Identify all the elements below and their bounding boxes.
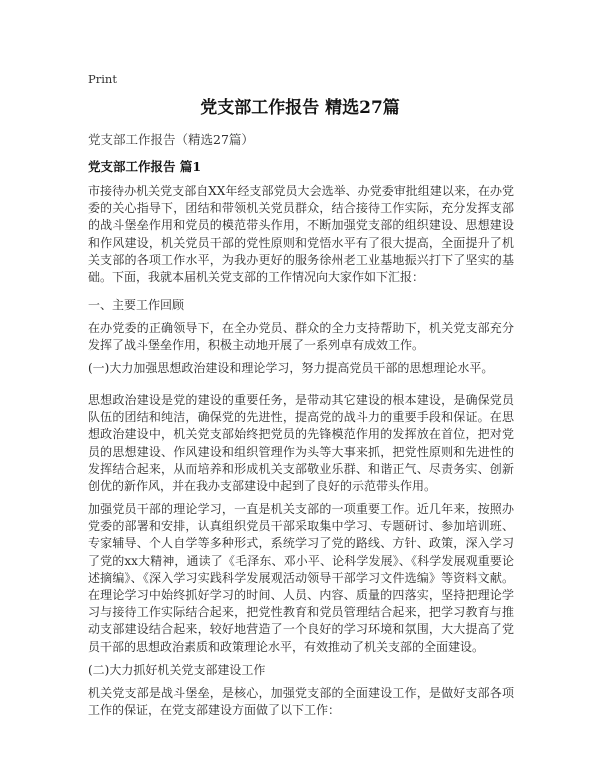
page-title: 党支部工作报告 精选27篇: [200, 98, 400, 118]
paragraph-political-building: 思想政治建设是党的建设的重要任务，是带动其它建设的根本建设，是确保党员队伍的团结和纯洁，确保党的先进性，提高党的战斗力的重要手段和保证。在思想政治建设中，机关党支部始终把党员的先锋模范作用的发挥放在首位，把对党员的思想建设、作风建设和组织管理作为头等大事来抓，把党性原则和先进性的发挥结合起来，从而培养和形成机关支部敬业乐群、和谐正气、尽责务实、创新创优的新作风，并在我办支部建设中起到了良好的示范带头作用。: [88, 393, 514, 494]
section-heading: 党支部工作报告 篇1: [88, 159, 202, 174]
heading-work-review: 一、主要工作回顾: [88, 298, 185, 312]
print-link[interactable]: Print: [88, 72, 117, 86]
paragraph-intro: 市接待办机关党支部自XX年经支部党员大会选举、办党委审批组建以来，在办党委的关心指导下，团结和带领机关党员群众，结合接待工作实际，充分发挥支部的战斗堡垒作用和党员的模范带头作用，不断加强党支部的组织建设、思想建设和作风建设，机关党员干部的党性原则和党悟水平有了很大提高，全面提升了机关支部的各项工作水平，为我办更好的服务徐州老工业基地振兴打下了坚实的基础。下面，我就本届机关党支部的工作情况向大家作如下汇报：: [88, 184, 514, 285]
paragraph-branch-work: 机关党支部是战斗堡垒，是核心，加强党支部的全面建设工作，是做好支部各项工作的保证，在党支部建设方面做了以下工作：: [88, 686, 514, 718]
subheading-branch-building: (二)大力抓好机关党支部建设工作: [88, 663, 266, 677]
document-subtitle: 党支部工作报告（精选27篇）: [88, 132, 254, 147]
paragraph-theory-learning: 加强党员干部的理论学习，一直是机关支部的一项重要工作。近几年来，按照办党委的部署和安排，认真组织党员干部采取集中学习、专题研讨、参加培训班、专家辅导、个人自学等多种形式，系统学习了党的路线、方针、政策，深入学习了党的xx大精神，通读了《毛泽东、邓小平、论科学发展》、《科学发展观重要论述摘编》、《深入学习实践科学发展观活动领导干部学习文件选编》等资料文献。在理论学习中始终抓好学习的时间、人员、内容、质量的四落实，坚持把理论学习与接待工作实际结合起来，把党性教育和党员管理结合起来，把学习教育与推动支部建设结合起来，较好地营造了一个良好的学习环境和氛围，大大提高了党员干部的思想政治素质和政策理论水平，有效推动了机关支部的全面建设。: [88, 502, 514, 654]
paragraph-leadership: 在办党委的正确领导下，在全办党员、群众的全力支持帮助下，机关党支部充分发挥了战斗堡垒作用，积极主动地开展了一系列卓有成效工作。: [88, 321, 514, 353]
subheading-theory-study: (一)大力加强思想政治建设和理论学习，努力提高党员干部的思想理论水平。: [88, 361, 494, 375]
